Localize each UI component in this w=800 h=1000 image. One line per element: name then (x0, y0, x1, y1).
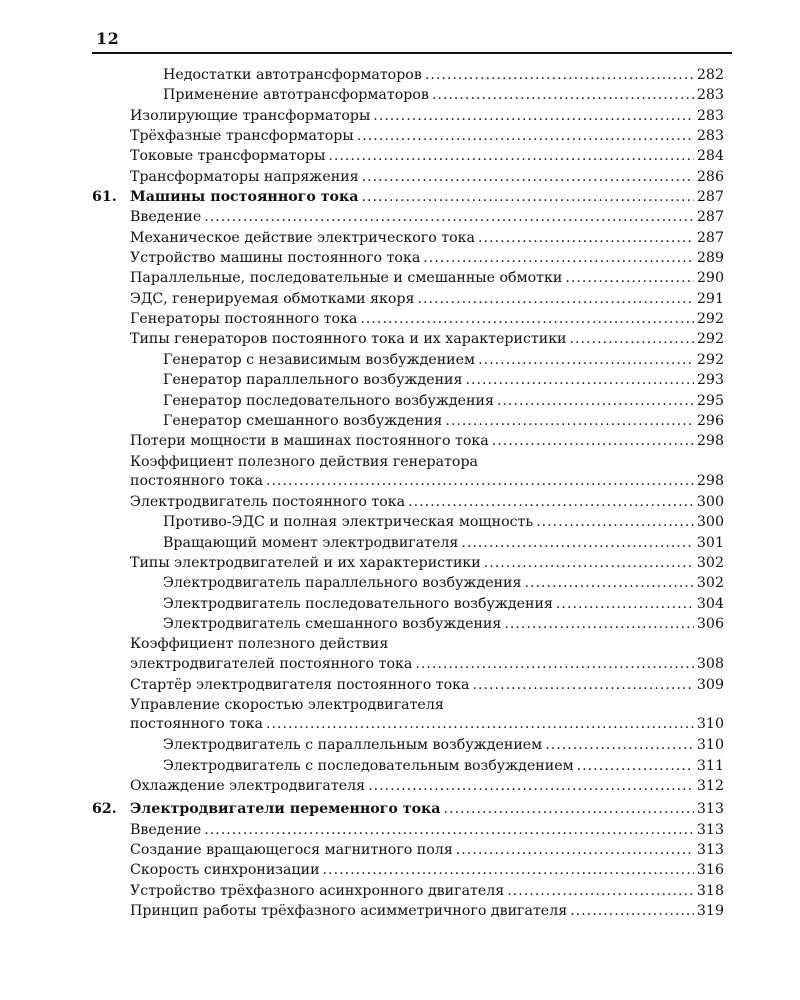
toc-entry[interactable] (92, 512, 724, 532)
toc-page-number: 282 (696, 67, 724, 83)
toc-entry[interactable] (92, 167, 724, 187)
toc-entry-title: Создание вращающегося магнитного поля (130, 842, 453, 859)
toc-entry[interactable] (92, 207, 724, 227)
toc-page-number: 287 (696, 229, 724, 246)
dot-leader (507, 881, 694, 901)
toc-page-number: 313 (696, 801, 724, 818)
toc-page-number: 298 (696, 433, 724, 450)
toc-entry[interactable] (92, 126, 724, 146)
dot-leader (570, 901, 694, 921)
dot-leader (266, 472, 694, 490)
dot-leader (492, 431, 694, 451)
dot-leader (443, 799, 693, 819)
toc-entry[interactable] (92, 350, 724, 370)
toc-entry-title: Генератор смешанного возбуждения (163, 412, 443, 429)
toc-page-number: 304 (696, 595, 724, 612)
toc-entry-title: Введение (130, 821, 202, 838)
toc-entry-title: Электродвигатель последовательного возбуждения (163, 595, 553, 612)
toc-page-number: 283 (696, 87, 724, 104)
toc-entry-title: Электродвигатели переменного тока (130, 801, 441, 818)
toc-entry[interactable] (92, 329, 724, 349)
toc-entry-title: Типы электродвигателей и их характеристики (130, 554, 481, 571)
toc-entry-title: Недостатки автотрансформаторов (163, 67, 422, 83)
toc-page-number: 316 (696, 862, 724, 879)
toc-entry-title: Коэффициент полезного действия (130, 636, 389, 653)
chapter-number: 62. (92, 801, 117, 818)
toc-entry[interactable] (92, 431, 724, 451)
toc-page-number: 295 (696, 392, 724, 409)
toc-page-number: 306 (696, 615, 724, 632)
toc-entry[interactable] (92, 901, 724, 921)
toc-entry-title: Электродвигатель постоянного тока (130, 493, 406, 510)
toc-entry-title: Генераторы постоянного тока (130, 311, 358, 328)
toc-chapter[interactable] (92, 187, 724, 207)
chapter-number: 61. (92, 189, 117, 206)
toc-page-number: 319 (696, 903, 724, 920)
toc-page-number: 300 (696, 514, 724, 531)
toc-entry-title: Механическое действие электрического тока (130, 229, 476, 246)
toc-entry-title: Устройство машины постоянного тока (130, 250, 421, 267)
toc-entry-title: Противо-ЭДС и полная электрическая мощность (163, 514, 534, 531)
toc-entry-title-continued: постоянного тока (130, 472, 263, 489)
dot-leader (577, 756, 694, 776)
toc-page-number: 302 (696, 575, 724, 592)
toc-page-number: 292 (696, 311, 724, 328)
toc-page-number: 284 (696, 148, 724, 165)
toc-page-number: 318 (696, 882, 724, 899)
toc-entry[interactable] (92, 533, 724, 553)
toc-page-number: 313 (696, 821, 724, 838)
toc-entry-title: Параллельные, последовательные и смешанные обмотки (130, 270, 563, 287)
toc-entry-title: Электродвигатель параллельного возбуждения (163, 575, 522, 592)
toc-entry[interactable] (92, 268, 724, 288)
toc-entry-title: Электродвигатель с последовательным возбуждением (163, 757, 574, 774)
toc-entry[interactable] (92, 85, 724, 105)
toc-entry[interactable] (92, 881, 724, 901)
toc-entry-title-continued: электродвигателей постоянного тока (130, 655, 413, 672)
toc-entry[interactable] (92, 573, 724, 593)
toc-page-number: 309 (696, 676, 724, 693)
dot-leader (266, 715, 694, 733)
toc-entry[interactable] (92, 634, 724, 672)
toc-page-number: 293 (696, 372, 724, 389)
toc-entry[interactable] (92, 452, 724, 490)
toc-entry[interactable] (92, 411, 724, 431)
dot-leader (556, 594, 694, 614)
toc-entry[interactable] (92, 228, 724, 248)
toc-entry[interactable] (92, 675, 724, 695)
toc-entry[interactable] (92, 860, 724, 880)
toc-entry[interactable] (92, 309, 724, 329)
toc-entry[interactable] (92, 594, 724, 614)
toc-entry-title: Электродвигатель с параллельным возбуждением (163, 737, 543, 754)
toc-entry-title: ЭДС, генерируемая обмотками якоря (130, 290, 415, 307)
dot-leader (425, 65, 694, 85)
dot-leader (478, 350, 694, 370)
dot-leader (565, 268, 694, 288)
dot-leader (570, 329, 694, 349)
toc-page-number: 301 (696, 534, 724, 551)
toc-page-number: 292 (696, 351, 724, 368)
toc-entry-title: Типы генераторов постоянного тока и их характеристики (130, 331, 567, 348)
toc-entry[interactable] (92, 492, 724, 512)
toc-entry[interactable] (92, 695, 724, 733)
toc-page-number: 287 (696, 209, 724, 226)
dot-leader (545, 735, 694, 755)
dot-leader (323, 860, 694, 880)
toc-page-number: 289 (696, 250, 724, 267)
toc-entry[interactable] (92, 370, 724, 390)
toc-page-number: 311 (696, 757, 724, 774)
toc-entry[interactable] (92, 820, 724, 840)
toc-entry[interactable] (92, 391, 724, 411)
dot-leader (328, 146, 694, 166)
toc-page-number: 283 (696, 107, 724, 124)
toc-chapter[interactable] (92, 799, 724, 819)
dot-leader (478, 228, 694, 248)
dot-leader (536, 512, 694, 532)
toc-page-number: 283 (696, 128, 724, 145)
dot-leader (204, 207, 694, 227)
toc-entry[interactable] (92, 756, 724, 776)
toc-entry-title: Охлаждение электродвигателя (130, 778, 366, 794)
dot-leader (484, 553, 694, 573)
toc-entry[interactable] (92, 553, 724, 573)
toc-entry[interactable] (92, 248, 724, 268)
toc-entry[interactable] (92, 776, 724, 796)
toc-page-number: 308 (696, 655, 724, 672)
dot-leader (445, 411, 694, 431)
toc-entry-title: Потери мощности в машинах постоянного тока (130, 433, 489, 450)
toc-page-number: 302 (696, 554, 724, 571)
toc-page-number: 312 (696, 778, 724, 794)
toc-page-number: 292 (696, 331, 724, 348)
dot-leader (524, 573, 693, 593)
dot-leader (357, 126, 694, 146)
dot-leader (497, 391, 694, 411)
dot-leader (456, 840, 694, 860)
toc-entry-title-continued: постоянного тока (130, 716, 263, 733)
toc-entry-title: Скорость синхронизации (130, 862, 320, 879)
toc-entry-title: Коэффициент полезного действия генератора (130, 453, 478, 470)
toc-entry[interactable] (92, 614, 724, 634)
dot-leader (418, 289, 694, 309)
toc-entry-title: Вращающий момент электродвигателя (163, 534, 459, 551)
toc-page-number: 300 (696, 493, 724, 510)
toc-entry[interactable] (92, 106, 724, 126)
toc-entry-title: Трёхфазные трансформаторы (130, 128, 354, 145)
toc-entry-title: Машины постоянного тока (130, 189, 359, 206)
toc-entry-title: Устройство трёхфазного асинхронного двигателя (130, 882, 505, 899)
dot-leader (465, 370, 693, 390)
toc-entry-title: Генератор с независимым возбуждением (163, 351, 476, 368)
dot-leader (204, 820, 694, 840)
toc-entry[interactable] (92, 289, 724, 309)
toc-entry[interactable] (92, 840, 724, 860)
toc-entry-title: Стартёр электродвигателя постоянного тока (130, 676, 470, 693)
toc-entry-title: Генератор параллельного возбуждения (163, 372, 463, 389)
dot-leader (362, 167, 694, 187)
dot-leader (408, 492, 694, 512)
toc-entry-title: Токовые трансформаторы (130, 148, 326, 165)
dot-leader (361, 187, 693, 207)
toc-page-number: 296 (696, 412, 724, 429)
toc-entry-title: Генератор последовательного возбуждения (163, 392, 494, 409)
toc-page-number: 290 (696, 270, 724, 287)
toc-entry-title: Применение автотрансформаторов (163, 87, 429, 104)
dot-leader (461, 533, 694, 553)
toc-page-number: 310 (696, 737, 724, 754)
toc-page-number: 310 (696, 716, 724, 733)
toc-page-number: 291 (696, 290, 724, 307)
table-of-contents (92, 65, 724, 921)
toc-page-number: 286 (696, 168, 724, 185)
toc-entry[interactable] (92, 65, 724, 85)
toc-page-number: 298 (696, 472, 724, 489)
dot-leader (360, 309, 694, 329)
dot-leader (473, 675, 694, 695)
toc-entry[interactable] (92, 735, 724, 755)
dot-leader (423, 248, 694, 268)
toc-page-number: 287 (696, 189, 724, 206)
dot-leader (415, 655, 694, 673)
toc-page-number: 313 (696, 842, 724, 859)
toc-entry-title: Изолирующие трансформаторы (130, 107, 371, 124)
dot-leader (368, 776, 694, 796)
toc-entry-title: Введение (130, 209, 202, 226)
header-rule (92, 52, 732, 54)
toc-entry-title: Принцип работы трёхфазного асимметричного двигателя (130, 903, 568, 920)
dot-leader (504, 614, 694, 634)
toc-entry-title: Электродвигатель смешанного возбуждения (163, 615, 502, 632)
page-number: 12 (96, 29, 120, 48)
toc-entry[interactable] (92, 146, 724, 166)
toc-entry-title: Управление скоростью электродвигателя (130, 696, 444, 713)
toc-entry-title: Трансформаторы напряжения (130, 168, 359, 185)
dot-leader (432, 85, 694, 105)
dot-leader (373, 106, 694, 126)
